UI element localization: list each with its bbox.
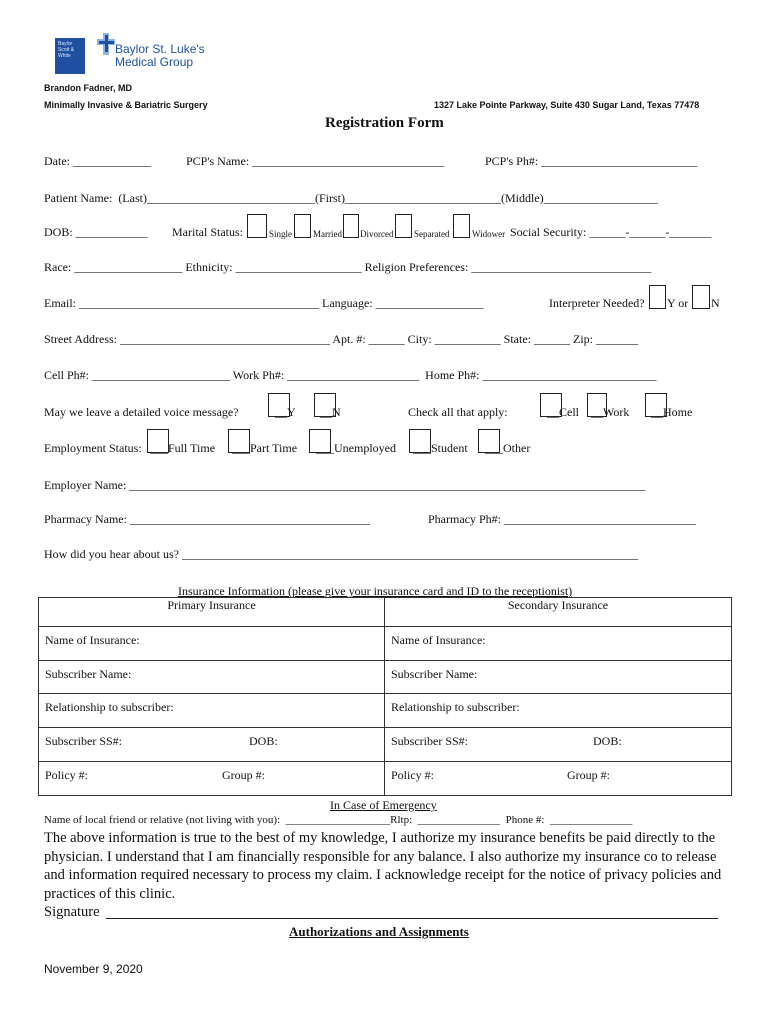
voice-yes-label: __Y	[275, 405, 296, 419]
social-security-field[interactable]: Social Security: ______-______-_______	[510, 225, 712, 239]
marital-widower-checkbox[interactable]	[453, 214, 470, 238]
secondary-group-label: Group #:	[567, 768, 610, 782]
marital-separated-label: Separated	[414, 229, 450, 239]
insurance-heading: Insurance Information (please give your insurance card and ID to the receptionist)	[178, 584, 573, 598]
marital-divorced-checkbox[interactable]	[343, 214, 359, 238]
interpreter-label: Interpreter Needed?	[549, 296, 645, 310]
secondary-policy-group-cell[interactable]	[385, 762, 732, 796]
email-language-field[interactable]: Email: ________________________________________ Language: __________________	[44, 296, 484, 310]
secondary-insurance-header: Secondary Insurance	[385, 598, 732, 627]
interpreter-yes-checkbox[interactable]	[649, 285, 666, 309]
check-home-label: __Home	[651, 405, 693, 419]
employment-part-time-label: ___Part Time	[232, 441, 298, 455]
primary-policy-group-cell[interactable]	[39, 762, 385, 796]
brand-line1: Baylor St. Luke's	[115, 42, 205, 56]
interpreter-no-label: N	[711, 296, 720, 310]
primary-policy-label: Policy #:	[45, 768, 89, 782]
primary-insurance-header: Primary Insurance	[39, 598, 385, 627]
dob-field[interactable]: DOB: ____________	[44, 225, 148, 239]
patient-name-field[interactable]: Patient Name: (Last)____________________________(First)__________________________(Middle)___________________	[44, 191, 658, 205]
insurance-table	[38, 597, 732, 796]
employment-student-label: ___Student	[413, 441, 468, 455]
secondary-relationship-cell[interactable]: Relationship to subscriber:	[385, 694, 732, 728]
signature-label: Signature	[44, 904, 100, 920]
check-cell-label: __Cell	[547, 405, 579, 419]
secondary-ss-dob-cell[interactable]	[385, 728, 732, 762]
marital-single-label: Single	[269, 229, 293, 239]
interpreter-yes-label: Y or	[667, 296, 689, 310]
primary-insurance-name-cell[interactable]: Name of Insurance:	[39, 627, 385, 661]
footer-date: November 9, 2020	[44, 962, 143, 976]
secondary-subscriber-name-cell[interactable]: Subscriber Name:	[385, 661, 732, 694]
employment-status-label: Employment Status:	[44, 441, 142, 455]
logo	[55, 38, 205, 74]
primary-relationship-cell[interactable]: Relationship to subscriber:	[39, 694, 385, 728]
secondary-ss-label: Subscriber SS#:	[391, 734, 469, 748]
check-all-label: Check all that apply:	[408, 405, 508, 419]
primary-ss-dob-cell[interactable]	[39, 728, 385, 762]
marital-single-checkbox[interactable]	[247, 214, 267, 238]
marital-married-label: Married	[313, 229, 342, 239]
pcp-phone-field[interactable]: PCP's Ph#: __________________________	[485, 154, 698, 168]
primary-subscriber-name-cell[interactable]: Subscriber Name:	[39, 661, 385, 694]
primary-ss-label: Subscriber SS#:	[45, 734, 123, 748]
emergency-heading: In Case of Emergency	[330, 798, 437, 812]
secondary-policy-label: Policy #:	[391, 768, 435, 782]
marital-married-checkbox[interactable]	[294, 214, 311, 238]
voice-message-label: May we leave a detailed voice message?	[44, 405, 239, 419]
check-work-label: __Work	[591, 405, 630, 419]
race-ethnicity-religion-field[interactable]: Race: __________________ Ethnicity: _____________________ Religion Preferences: ______________________________	[44, 260, 652, 274]
authorizations-heading: Authorizations and Assignments	[289, 924, 469, 939]
signature-line[interactable]	[106, 918, 718, 919]
pharmacy-phone-field[interactable]: Pharmacy Ph#: ________________________________	[428, 512, 696, 526]
street-address-field[interactable]: Street Address: ___________________________________ Apt. #: ______ City: ___________ State: ______ Zip: _______	[44, 332, 638, 346]
employment-full-time-label: ___Full Time	[150, 441, 216, 455]
marital-divorced-label: Divorced	[360, 229, 394, 239]
marital-widower-label: Widower	[472, 229, 506, 239]
pcp-name-field[interactable]: PCP's Name: ________________________________	[186, 154, 445, 168]
logo-mark-text: Baylor Scott & White	[58, 41, 75, 59]
pharmacy-name-field[interactable]: Pharmacy Name: ________________________________________	[44, 512, 370, 526]
emergency-contact-field[interactable]: Name of local friend or relative (not living with you): ___________________Rltp: _______________ Phone #: _______________	[44, 814, 633, 826]
marital-status-label: Marital Status:	[172, 225, 243, 239]
primary-group-label: Group #:	[222, 768, 265, 782]
phone-numbers-field[interactable]: Cell Ph#: _______________________ Work Ph#: ______________________ Home Ph#: _____________________________	[44, 368, 657, 382]
brand-line2: Medical Group	[115, 55, 194, 69]
interpreter-no-checkbox[interactable]	[692, 285, 710, 309]
employment-other-label: ___Other	[485, 441, 531, 455]
secondary-dob-label: DOB:	[593, 734, 622, 748]
authorization-statement: The above information is true to the best of my knowledge, I authorize my insurance benefits be paid directly to the physician. I understand that I am financially responsible for any balance. I also authorize my insurance co to release and information required necessary to process my claim. I acknowledge receipt for the notice of privacy policies and practices of this clinic.	[44, 830, 722, 902]
marital-separated-checkbox[interactable]	[395, 214, 412, 238]
specialty: Minimally Invasive & Bariatric Surgery	[44, 100, 208, 110]
referral-source-field[interactable]: How did you hear about us? ____________________________________________________________________________	[44, 547, 638, 561]
primary-dob-label: DOB:	[249, 734, 278, 748]
voice-no-label: __N	[320, 405, 341, 419]
employer-name-field[interactable]: Employer Name: ______________________________________________________________________________________	[44, 478, 646, 492]
doctor-name: Brandon Fadner, MD	[44, 83, 133, 93]
page-title: Registration Form	[325, 115, 444, 131]
secondary-insurance-name-cell[interactable]: Name of Insurance:	[385, 627, 732, 661]
clinic-address: 1327 Lake Pointe Parkway, Suite 430 Sugar Land, Texas 77478	[434, 100, 700, 110]
employment-unemployed-label: ___Unemployed	[316, 441, 396, 455]
date-field[interactable]: Date: _____________	[44, 154, 151, 168]
